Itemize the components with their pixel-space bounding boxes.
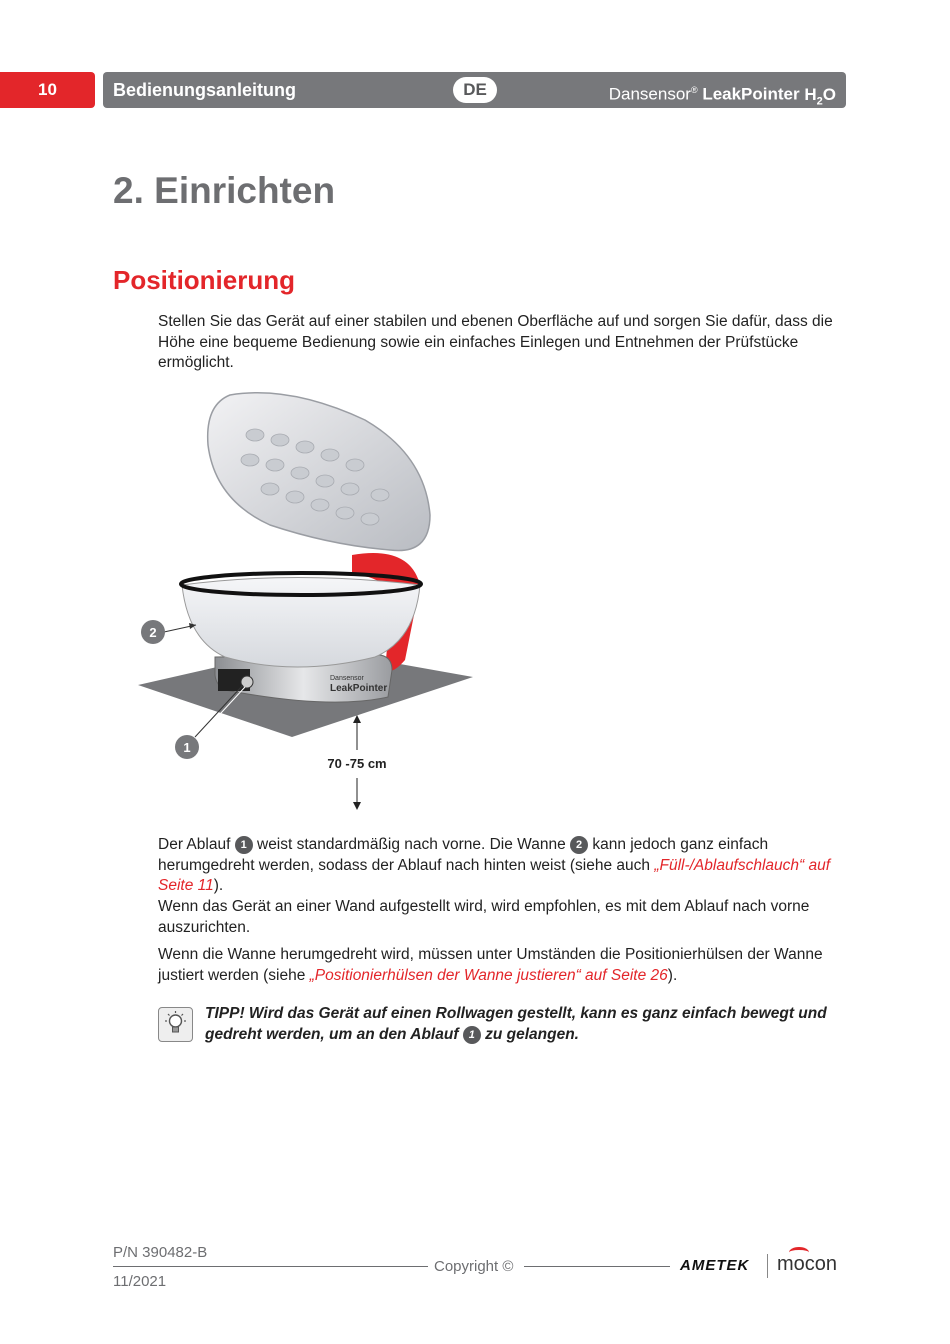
ametek-logo: AMETEK [680, 1257, 750, 1274]
rotate-paragraph [158, 945, 848, 986]
callout-ref-1: 1 [235, 836, 253, 854]
formula-o: O [822, 84, 836, 104]
header-section-title: Bedienungsanleitung [113, 80, 297, 100]
device-model-label: LeakPointer [330, 683, 388, 694]
text-run: kann jedoch ganz einfach herumgedreht werden, sodass der Ablauf nach hinten weist (siehe auch [158, 836, 769, 874]
header-product-name [609, 72, 836, 119]
language-badge: DE [453, 77, 497, 103]
text-run: weist standardmäßig nach vorne. Die Wanne [252, 836, 571, 853]
intro-paragraph: Stellen Sie das Gerät auf einer stabilen und ebenen Oberfläche auf und sorgen Sie dafür, dass die Höhe eine bequeme Bedienung sowie ein einfaches Einlegen und Entnehmen der Prüfstücke ermöglicht. [158, 313, 833, 371]
footer-divider-right [524, 1266, 670, 1267]
callout-1-label: 1 [183, 740, 191, 755]
height-label: 70 -75 cm [327, 756, 387, 771]
text-run: ). [213, 877, 224, 894]
header-bar [103, 72, 846, 108]
tip-text [205, 1003, 835, 1045]
callout-ref-1: 1 [463, 1026, 481, 1044]
device-brand-label: Dansensor [330, 675, 364, 682]
lid [208, 393, 430, 551]
footer-divider-left [113, 1266, 428, 1267]
logo-separator [767, 1254, 768, 1278]
formula-subscript: 2 [816, 95, 823, 108]
mocon-logo: mocon [777, 1253, 838, 1275]
device-figure [130, 385, 490, 820]
copyright: Copyright © [434, 1258, 514, 1275]
callout-2-label: 2 [149, 625, 157, 640]
part-number: P/N 390482-B [113, 1244, 208, 1261]
text-run: TIPP! Wird das Gerät auf einen Rollwagen gestellt, kann es ganz einfach bewegt und gedreht werden, um an den Ablauf [205, 1005, 827, 1043]
text-run: Der Ablauf [158, 836, 235, 853]
lightbulb-icon [158, 1007, 193, 1042]
section-heading: Positionierung [113, 265, 295, 295]
text-run: zu gelangen. [480, 1026, 579, 1043]
link-adjust-sleeves[interactable]: „Positionierhülsen der Wanne justieren“ auf Seite 26 [309, 966, 668, 984]
revision-date: 11/2021 [113, 1273, 167, 1290]
wall-paragraph: Wenn das Gerät an einer Wand aufgestellt wird, wird empfohlen, es mit dem Ablauf nach vorne auszurichten. [158, 898, 810, 936]
text-run: ). [667, 966, 678, 984]
callout-ref-2: 2 [570, 836, 588, 854]
text-run: Wenn die Wanne herumgedreht wird, müssen unter Umständen die Positionierhülsen der Wanne justiert werden (siehe [158, 946, 823, 984]
device-illustration [130, 385, 490, 815]
chapter-title: 2. Einrichten [113, 170, 336, 211]
product-prefix: Dansensor [608, 84, 691, 104]
drain-fitting [241, 676, 253, 688]
page-number: 10 [0, 72, 95, 108]
link-fill-drain-hose[interactable]: „Füll-/Ablaufschlauch“ auf Seite 11 [158, 856, 831, 894]
registered-mark: ® [690, 85, 698, 95]
product-name: LeakPointer [702, 84, 800, 104]
drain-paragraph [158, 835, 848, 897]
formula-h: H [804, 84, 817, 104]
